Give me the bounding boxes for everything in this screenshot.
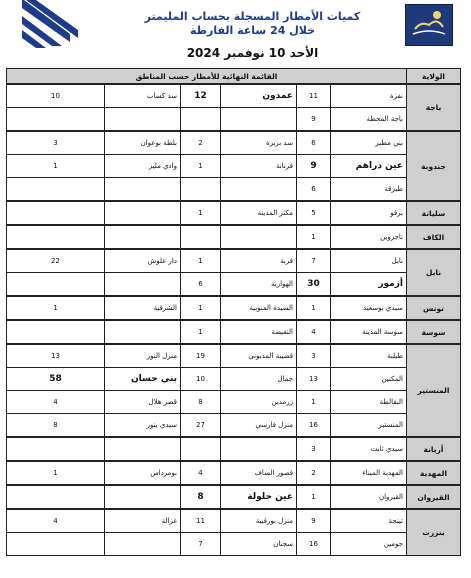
rainfall-value: 6	[297, 131, 331, 155]
rainfall-value: 2	[181, 131, 221, 155]
station-name: جومين	[331, 533, 407, 556]
station-name	[105, 273, 181, 297]
station-name: نفزة	[331, 84, 407, 108]
table-row	[7, 437, 461, 461]
table-row	[7, 108, 461, 132]
rainfall-value	[7, 201, 105, 225]
rainfall-value: 22	[7, 249, 105, 273]
table-row	[7, 273, 461, 297]
rainfall-value: 3	[7, 131, 105, 155]
table-row	[7, 509, 461, 533]
station-name: البقالطة	[331, 391, 407, 414]
station-name: منزل فارسي	[221, 414, 297, 438]
governorate-cell: القيروان	[407, 485, 461, 509]
station-name: سجنان	[221, 533, 297, 556]
rainfall-value: 4	[181, 461, 221, 485]
table-row	[7, 84, 461, 108]
rainfall-value: 1	[7, 296, 105, 320]
table-row	[7, 296, 461, 320]
station-name: أزمور	[331, 273, 407, 297]
table-row	[7, 155, 461, 178]
rainfall-value: 4	[7, 509, 105, 533]
station-name: منزل النور	[105, 344, 181, 368]
station-name	[105, 437, 181, 461]
institute-logo	[405, 4, 453, 46]
table-row	[7, 368, 461, 391]
header-title-line1: كميات الأمطار المسجلة بحساب المليمتر	[144, 10, 361, 23]
rainfall-value: 19	[181, 344, 221, 368]
rainfall-value: 9	[297, 509, 331, 533]
rainfall-value: 2	[297, 461, 331, 485]
governorate-cell: باجة	[407, 84, 461, 131]
station-name: سيدي بوسعيد	[331, 296, 407, 320]
governorate-cell: تونس	[407, 296, 461, 320]
rainfall-value: 3	[297, 437, 331, 461]
governorate-cell: جندوبة	[407, 131, 461, 201]
station-name: عين جلولة	[221, 485, 297, 509]
table-row	[7, 320, 461, 344]
table-row	[7, 533, 461, 556]
station-name	[105, 108, 181, 132]
rainfall-value: 1	[181, 249, 221, 273]
rainfall-value: 1	[181, 296, 221, 320]
rainfall-value	[7, 533, 105, 556]
station-name: سد بربرة	[221, 131, 297, 155]
header-title-line2: خلال 24 ساعة الفارطة	[189, 24, 316, 37]
rainfall-value: 1	[297, 391, 331, 414]
station-name: طبرقة	[331, 178, 407, 202]
station-name	[105, 201, 181, 225]
station-name: المهدية الميناء	[331, 461, 407, 485]
rainfall-value: 7	[181, 533, 221, 556]
station-name	[105, 225, 181, 249]
station-name: قصور الساف	[221, 461, 297, 485]
table-row	[7, 391, 461, 414]
table-row	[7, 178, 461, 202]
rainfall-value: 8	[7, 414, 105, 438]
table-row	[7, 131, 461, 155]
table-row	[7, 485, 461, 509]
page-header	[120, 10, 385, 60]
rainfall-value: 8	[181, 391, 221, 414]
governorate-cell: الكاف	[407, 225, 461, 249]
rainfall-value: 6	[181, 273, 221, 297]
station-name: سد كساب	[105, 84, 181, 108]
governorate-cell: المنستير	[407, 344, 461, 437]
rainfall-value: 9	[297, 108, 331, 132]
table-row	[7, 461, 461, 485]
rainfall-value: 1	[297, 296, 331, 320]
rainfall-value: 4	[297, 320, 331, 344]
table-body	[7, 84, 461, 556]
governorate-cell: سليانة	[407, 201, 461, 225]
rainfall-value: 13	[297, 368, 331, 391]
station-name: الشرقية	[105, 296, 181, 320]
rainfall-value: 58	[7, 368, 105, 391]
station-name: زرمدين	[221, 391, 297, 414]
rainfall-value: 11	[297, 84, 331, 108]
station-name	[105, 178, 181, 202]
rainfall-value: 10	[181, 368, 221, 391]
rainfall-value	[7, 225, 105, 249]
station-name	[221, 437, 297, 461]
rainfall-value: 30	[297, 273, 331, 297]
station-name: عين دراهم	[331, 155, 407, 178]
station-name: تاجروين	[331, 225, 407, 249]
rainfall-value	[7, 273, 105, 297]
station-name: قربة	[221, 249, 297, 273]
rainfall-value: 1	[181, 155, 221, 178]
rainfall-value	[7, 437, 105, 461]
station-name: طبلبة	[331, 344, 407, 368]
rainfall-value: 1	[297, 485, 331, 509]
station-name: منزل بورقيبة	[221, 509, 297, 533]
station-name	[221, 178, 297, 202]
rainfall-value: 16	[297, 533, 331, 556]
rainfall-value: 11	[181, 509, 221, 533]
station-name: النفيضة	[221, 320, 297, 344]
station-name: وادي مليز	[105, 155, 181, 178]
station-name	[105, 320, 181, 344]
station-name: تينجة	[331, 509, 407, 533]
station-name	[105, 485, 181, 509]
rainfall-value: 3	[297, 344, 331, 368]
station-name: سوسة المدينة	[331, 320, 407, 344]
governorate-cell: أريانة	[407, 437, 461, 461]
station-name: جمال	[221, 368, 297, 391]
table-row	[7, 225, 461, 249]
rainfall-value: 6	[297, 178, 331, 202]
rainfall-value	[7, 108, 105, 132]
rainfall-value	[181, 178, 221, 202]
rainfall-value	[7, 485, 105, 509]
station-name: القيروان	[331, 485, 407, 509]
rainfall-value: 9	[297, 155, 331, 178]
table-header-row	[7, 69, 461, 85]
station-name: المكنين	[331, 368, 407, 391]
rainfall-value	[7, 320, 105, 344]
station-name: برقو	[331, 201, 407, 225]
rainfall-value: 27	[181, 414, 221, 438]
station-name: السيدة المنوبية	[221, 296, 297, 320]
rainfall-value: 4	[7, 391, 105, 414]
station-name: المنستير	[331, 414, 407, 438]
station-name: سيدي بنور	[105, 414, 181, 438]
rainfall-value: 1	[297, 225, 331, 249]
station-name: الهوارية	[221, 273, 297, 297]
rainfall-value: 1	[7, 461, 105, 485]
table-row	[7, 249, 461, 273]
table-row	[7, 344, 461, 368]
station-name: بني مطير	[331, 131, 407, 155]
table-row	[7, 414, 461, 438]
header-governorate: الولاية	[407, 69, 461, 85]
rainfall-value: 13	[7, 344, 105, 368]
station-name: قصر هلال	[105, 391, 181, 414]
station-name: سيدي ثابت	[331, 437, 407, 461]
governorate-cell: بنزرت	[407, 509, 461, 556]
rainfall-value: 8	[181, 485, 221, 509]
station-name: بومرداس	[105, 461, 181, 485]
governorate-cell: المهدية	[407, 461, 461, 485]
rainfall-value: 12	[181, 84, 221, 108]
header-title: القائمة النهائية للأمطار حسب المناطق	[7, 69, 407, 85]
rainfall-value: 5	[297, 201, 331, 225]
station-name: باجة المحطة	[331, 108, 407, 132]
station-name: غزالة	[105, 509, 181, 533]
rainfall-value: 1	[181, 201, 221, 225]
station-name: دار علوش	[105, 249, 181, 273]
rainfall-value: 16	[297, 414, 331, 438]
table-row	[7, 201, 461, 225]
station-name: قصيبة المديوني	[221, 344, 297, 368]
header-date: الأحد 10 نوفمبر 2024	[186, 46, 319, 60]
station-name	[105, 533, 181, 556]
station-name: بلطة بوعوان	[105, 131, 181, 155]
rainfall-value: 10	[7, 84, 105, 108]
station-name: فرنانة	[221, 155, 297, 178]
governorate-cell: نابل	[407, 249, 461, 296]
rainfall-value	[181, 437, 221, 461]
rainfall-value: 1	[7, 155, 105, 178]
station-name	[221, 108, 297, 132]
rainfall-value: 7	[297, 249, 331, 273]
rainfall-value	[7, 178, 105, 202]
rainfall-table	[6, 68, 461, 556]
rainfall-value	[181, 108, 221, 132]
station-name: عمدون	[221, 84, 297, 108]
governorate-cell: سوسة	[407, 320, 461, 344]
diagonal-stripes-logo	[22, 0, 78, 48]
station-name: بني حسان	[105, 368, 181, 391]
rainfall-value: 1	[181, 320, 221, 344]
station-name	[221, 225, 297, 249]
rainfall-value	[181, 225, 221, 249]
station-name: مكثر المدينة	[221, 201, 297, 225]
station-name: نابل	[331, 249, 407, 273]
